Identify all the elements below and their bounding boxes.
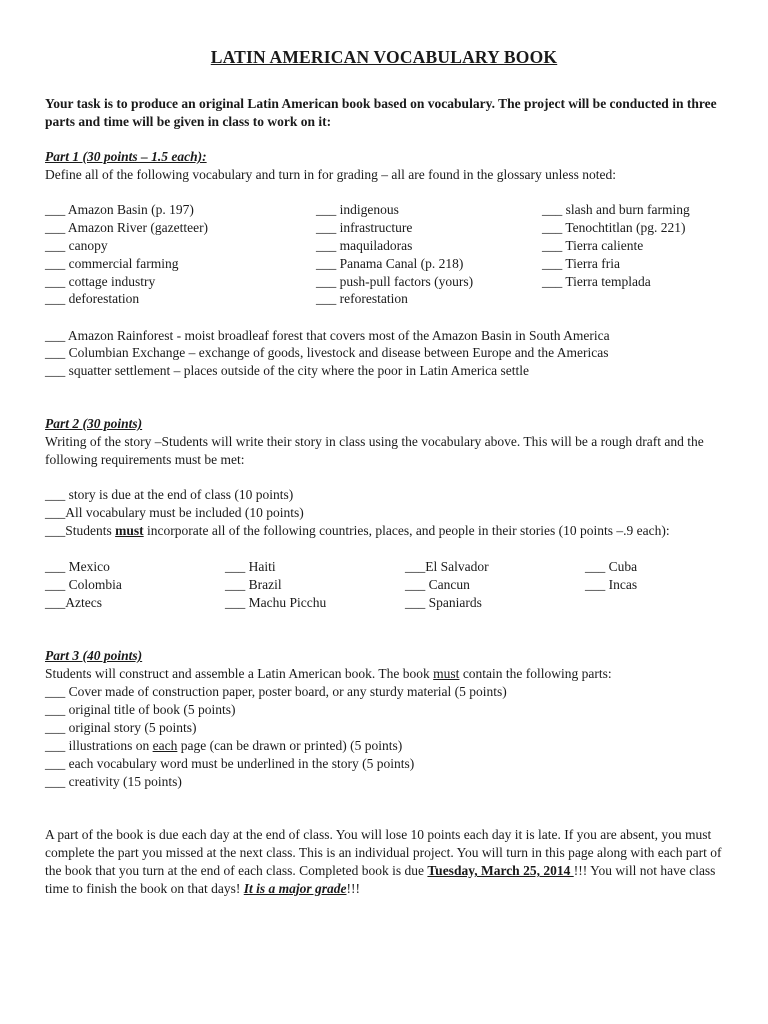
vocab-row: [45, 255, 745, 273]
place-item: ___ Colombia: [45, 577, 122, 592]
places-row: [45, 594, 745, 612]
vocab-item: ___ Panama Canal (p. 218): [316, 256, 464, 271]
defined-term: ___ squatter settlement – places outside of the city where the poor in Latin America settle: [45, 363, 529, 378]
part2-heading: Part 2 (30 points): [45, 416, 143, 431]
place-item: ___ Machu Picchu: [225, 595, 327, 610]
part3-item: ___ each vocabulary word must be underlined in the story (5 points): [45, 756, 415, 771]
vocab-row: [45, 237, 745, 255]
vocab-item: ___ maquiladoras: [316, 238, 413, 253]
requirement-item: [45, 522, 725, 540]
place-item: ___ Spaniards: [405, 595, 482, 610]
part3-item: [45, 737, 402, 755]
part3-heading: Part 3 (40 points): [45, 648, 143, 663]
place-item: ___ Brazil: [225, 577, 282, 592]
places-row: [45, 576, 745, 594]
due-date: Tuesday, March 25, 2014: [427, 863, 574, 878]
closing-text: A part of the book is due each day at the end of class. You will lose 10 points each day it is late. If you are absent, you must complete the part you missed at the next class. This is an individual project. You will turn in this page along with each part of the book that you turn at the end of each class. Completed book is due: [45, 827, 722, 878]
part1-heading: Part 1 (30 points – 1.5 each):: [45, 149, 207, 164]
part2-description: Writing of the story –Students will write their story in class using the vocabulary above. This will be a rough draft and the following requirements must be met:: [45, 434, 704, 467]
vocab-item: ___ Amazon Basin (p. 197): [45, 202, 194, 217]
closing-text: !!! You will not have class time to finish the book on that days!: [45, 863, 716, 896]
part3-item: ___ original title of book (5 points): [45, 702, 236, 717]
vocab-item: ___ cottage industry: [45, 274, 156, 289]
part3-text: contain the following parts:: [459, 666, 612, 681]
vocab-row: [45, 201, 745, 219]
vocab-item: ___ canopy: [45, 238, 108, 253]
place-item: ___ Incas: [585, 577, 638, 592]
major-grade-emphasis: It is a major grade: [243, 881, 347, 896]
vocab-item: ___ Tenochtitlan (pg. 221): [542, 220, 686, 235]
vocab-item: ___ infrastructure: [316, 220, 413, 235]
place-item: ___ Haiti: [225, 559, 276, 574]
vocab-row: [45, 290, 745, 308]
part1-description: Define all of the following vocabulary and turn in for grading – all are found in the glossary unless noted:: [45, 167, 616, 182]
vocab-item: ___ commercial farming: [45, 256, 179, 271]
vocab-item: ___ push-pull factors (yours): [316, 274, 474, 289]
place-item: ___ Mexico: [45, 559, 110, 574]
requirement-item: ___All vocabulary must be included (10 points): [45, 505, 304, 520]
defined-term: ___ Amazon Rainforest - moist broadleaf forest that covers most of the Amazon Basin in South America: [45, 328, 610, 343]
place-item: ___ Cancun: [405, 577, 470, 592]
place-item: ___ Cuba: [585, 559, 638, 574]
intro-paragraph: Your task is to produce an original Latin American book based on vocabulary. The project will be conducted in three parts and time will be given in class to work on it:: [45, 96, 717, 129]
defined-term: ___ Columbian Exchange – exchange of goods, livestock and disease between Europe and the Americas: [45, 345, 609, 360]
closing-paragraph: [45, 826, 725, 898]
vocab-item: ___ Tierra fria: [542, 256, 620, 271]
part3-item: ___ Cover made of construction paper, poster board, or any sturdy material (5 points): [45, 684, 507, 699]
vocab-row: [45, 273, 745, 291]
vocab-item: ___ Tierra templada: [542, 274, 651, 289]
closing-text: !!!: [346, 881, 360, 896]
requirement-item: ___ story is due at the end of class (10 points): [45, 487, 294, 502]
part3-description: [45, 665, 725, 683]
part3-item: ___ original story (5 points): [45, 720, 197, 735]
vocab-item: ___ indigenous: [316, 202, 399, 217]
vocab-item: ___ deforestation: [45, 291, 140, 306]
place-item: ___El Salvador: [405, 559, 489, 574]
must-emphasis: must: [115, 523, 144, 538]
each-emphasis: each: [152, 738, 178, 753]
vocab-item: ___ slash and burn farming: [542, 202, 690, 217]
must-emphasis: must: [433, 666, 460, 681]
part3-item-text: page (can be drawn or printed) (5 points): [177, 738, 403, 753]
requirement-text: ___Students: [45, 523, 116, 538]
part3-item-text: ___ illustrations on: [45, 738, 153, 753]
requirement-text: incorporate all of the following countries, places, and people in their stories (10 points –.9 each):: [143, 523, 670, 538]
vocab-item: ___ Amazon River (gazetteer): [45, 220, 209, 235]
vocab-row: [45, 219, 745, 237]
vocab-item: ___ reforestation: [316, 291, 408, 306]
part3-item: ___ creativity (15 points): [45, 774, 182, 789]
places-row: [45, 558, 745, 576]
place-item: ___Aztecs: [45, 595, 102, 610]
page-title: LATIN AMERICAN VOCABULARY BOOK: [210, 47, 558, 67]
part3-text: Students will construct and assemble a Latin American book. The book: [45, 666, 434, 681]
vocab-item: ___ Tierra caliente: [542, 238, 644, 253]
